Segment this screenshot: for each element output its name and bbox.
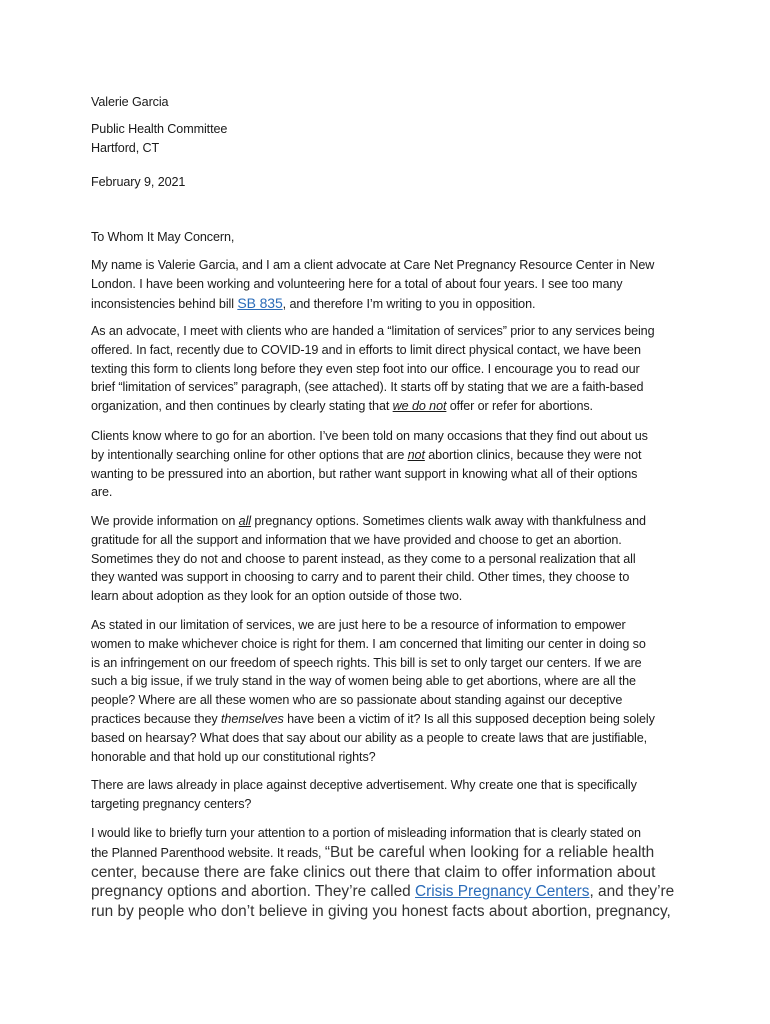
recipient-address — [91, 120, 686, 158]
emphasis-we-do-not: we do not — [392, 399, 447, 414]
letter-date-block — [91, 173, 686, 192]
paragraph-line: they wanted was support in choosing to carry and to parent their child. Other times, they choose to — [91, 570, 630, 585]
paragraph-line: are. — [91, 485, 113, 500]
paragraph-line — [91, 397, 686, 416]
paragraph-line: texting this form to clients long before they even step foot into our office. I encourage you to read our — [91, 361, 640, 376]
paragraph-line: wanting to be pressured into an abortion, but rather want support in knowing what all of their options — [91, 466, 638, 481]
paragraph-line: people? Where are all these women who are so passionate about standing against our deceptive — [91, 693, 623, 708]
paragraph-line: My name is Valerie Garcia, and I am a client advocate at Care Net Pregnancy Resource Center in New — [91, 258, 655, 272]
text-run: pregnancy options and abortion. They’re called — [91, 883, 415, 901]
paragraph-5 — [91, 616, 686, 766]
sb-835-link[interactable]: SB 835 — [237, 294, 283, 311]
paragraph-line: Sometimes they do not and choose to parent instead, as they come to a personal realization that all — [91, 551, 636, 566]
paragraph-line — [91, 843, 686, 863]
text-run: pregnancy options. Sometimes clients walk away with thankfulness and — [250, 514, 646, 528]
paragraph-line: London. I have been working and volunteering here for a total of about four years. I see too many — [91, 276, 623, 291]
quote-line — [91, 882, 686, 902]
crisis-pregnancy-centers-link[interactable]: Crisis Pregnancy Centers — [415, 883, 590, 901]
text-run: by intentionally searching online for other options that are — [91, 447, 408, 462]
paragraph-line — [91, 512, 686, 531]
paragraph-line — [91, 710, 686, 729]
sender-name: Valerie Garcia — [91, 95, 169, 109]
paragraph-line: is an infringement on our freedom of speech rights. This bill is set to only target our centers. If we are — [91, 655, 642, 670]
paragraph-line: such a big issue, if we truly stand in the way of women being able to get abortions, where are all the — [91, 674, 636, 689]
paragraph-line: brief “limitation of services” paragraph, (see attached). It starts off by stating that we are a faith-based — [91, 380, 644, 395]
recipient-org: Public Health Committee — [91, 122, 228, 136]
sender-name-block — [91, 93, 686, 112]
text-run: have been a victim of it? Is all this supposed deception being solely — [283, 711, 655, 726]
paragraph-line: As stated in our limitation of services, we are just here to be a resource of information to empower — [91, 618, 626, 632]
paragraph-line: offered. In fact, recently due to COVID-19 and in efforts to limit direct physical contact, we have been — [91, 342, 641, 357]
paragraph-3 — [91, 427, 686, 502]
paragraph-line: honorable and that hold up our constitutional rights? — [91, 749, 376, 764]
emphasis-themselves: themselves — [221, 711, 284, 726]
paragraph-line: based on hearsay? What does that say about our ability as a people to create laws that are justifiable, — [91, 730, 648, 745]
text-run: , and they’re — [589, 883, 675, 901]
text-run: inconsistencies behind bill — [91, 296, 238, 311]
text-run: , and therefore I’m writing to you in opposition. — [282, 296, 536, 311]
quote-text: “But be careful when looking for a reliable health — [324, 843, 655, 861]
paragraph-line: learn about adoption as they look for an option outside of those two. — [91, 589, 463, 604]
paragraph-line — [91, 446, 686, 465]
salutation: To Whom It May Concern, — [91, 230, 235, 244]
paragraph-line: gratitude for all the support and information that we have provided and choose to get an abortion. — [91, 532, 622, 547]
paragraph-line: Clients know where to go for an abortion. I’ve been told on many occasions that they find out about us — [91, 429, 648, 443]
paragraph-7 — [91, 824, 686, 921]
paragraph-line: women to make whichever choice is right for them. I am concerned that limiting our center in doing so — [91, 636, 646, 651]
recipient-location: Hartford, CT — [91, 140, 160, 155]
text-run: We provide information on — [91, 514, 239, 528]
paragraph-1 — [91, 256, 686, 313]
paragraph-line: As an advocate, I meet with clients who are handed a “limitation of services” prior to any services being — [91, 324, 655, 338]
text-run: abortion clinics, because they were not — [424, 447, 642, 462]
salutation-block — [91, 228, 686, 247]
emphasis-not: not — [407, 447, 425, 462]
paragraph-6 — [91, 776, 686, 814]
paragraph-line: There are laws already in place against deceptive advertisement. Why create one that is specifically — [91, 778, 637, 792]
text-run: organization, and then continues by clearly stating that — [91, 399, 393, 414]
paragraph-line — [91, 294, 686, 314]
text-run: offer or refer for abortions. — [446, 399, 593, 414]
text-run: practices because they — [91, 711, 222, 726]
quote-line: center, because there are fake clinics out there that claim to offer information about — [91, 863, 656, 881]
text-run: the Planned Parenthood website. It reads, — [91, 845, 325, 860]
paragraph-4 — [91, 512, 686, 606]
paragraph-line: targeting pregnancy centers? — [91, 796, 252, 811]
quote-line: run by people who don’t believe in giving you honest facts about abortion, pregnancy, — [91, 902, 671, 920]
paragraph-line: I would like to briefly turn your attention to a portion of misleading information that is clearly stated on — [91, 826, 641, 840]
letter-date: February 9, 2021 — [91, 175, 186, 189]
emphasis-all: all — [238, 514, 251, 528]
paragraph-2 — [91, 322, 686, 416]
